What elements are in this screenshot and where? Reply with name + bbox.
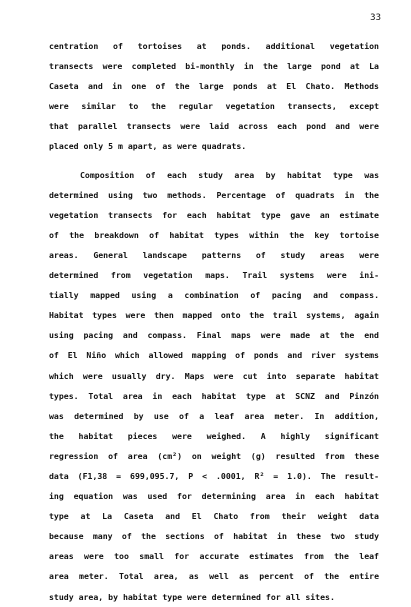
text-line: Habitat types were then mapped onto the trail systems, again bbox=[49, 310, 379, 321]
text-line: using pacing and compass. Final maps were made at the end bbox=[49, 330, 379, 341]
text-line: data (F1,38 = 699,095.7, P < .0001, R² = 1.0). The result- bbox=[49, 470, 379, 481]
text-line: were similar to the regular vegetation transects, except bbox=[49, 101, 379, 112]
text-line: areas were too small for accurate estimates from the leaf bbox=[49, 551, 379, 562]
text-line: study area, by habitat type were determined for all sites. bbox=[49, 591, 335, 602]
text-line: ing equation was used for determining area in each habitat bbox=[49, 491, 379, 502]
text-line: the habitat pieces were weighed. A highly significant bbox=[49, 430, 379, 441]
text-line: that parallel transects were laid across each pond and were bbox=[49, 121, 379, 132]
text-line: because many of the sections of habitat in these two study bbox=[49, 531, 379, 542]
text-line: of El Niño which allowed mapping of ponds and river systems bbox=[49, 350, 379, 361]
text-line: vegetation transects for each habitat type gave an estimate bbox=[49, 209, 379, 220]
text-line: determined using two methods. Percentage of quadrats in the bbox=[49, 189, 379, 200]
text-line: determined from vegetation maps. Trail systems were ini- bbox=[49, 270, 379, 281]
text-line: of the breakdown of habitat types within the key tortoise bbox=[49, 229, 379, 240]
text-line: type at La Caseta and El Chato from their weight data bbox=[49, 511, 379, 522]
text-line: area meter. Total area, as well as percent of the entire bbox=[49, 571, 379, 582]
paragraph-1 bbox=[49, 36, 379, 157]
text-line: was determined by use of a leaf area meter. In addition, bbox=[49, 410, 379, 421]
text-line: transects were completed bi-monthly in the large pond at La bbox=[49, 61, 379, 72]
text-line: Caseta and in one of the large ponds at El Chato. Methods bbox=[49, 81, 379, 92]
text-line: tially mapped using a combination of pacing and compass. bbox=[49, 290, 379, 301]
page-number: 33 bbox=[370, 13, 381, 23]
body-text bbox=[49, 36, 379, 607]
text-line: regression of area (cm²) on weight (g) resulted from these bbox=[49, 450, 379, 461]
text-line: areas. General landscape patterns of study areas were bbox=[49, 249, 379, 260]
text-line: centration of tortoises at ponds. additional vegetation bbox=[49, 41, 379, 51]
text-line: placed only 5 m apart, as were quadrats. bbox=[49, 141, 247, 152]
paragraph-2 bbox=[49, 165, 379, 607]
text-line: which were usually dry. Maps were cut into separate habitat bbox=[49, 370, 379, 381]
text-line: Composition of each study area by habitat type was bbox=[80, 169, 379, 180]
text-line: types. Total area in each habitat type at SCNZ and Pinzón bbox=[49, 390, 379, 401]
